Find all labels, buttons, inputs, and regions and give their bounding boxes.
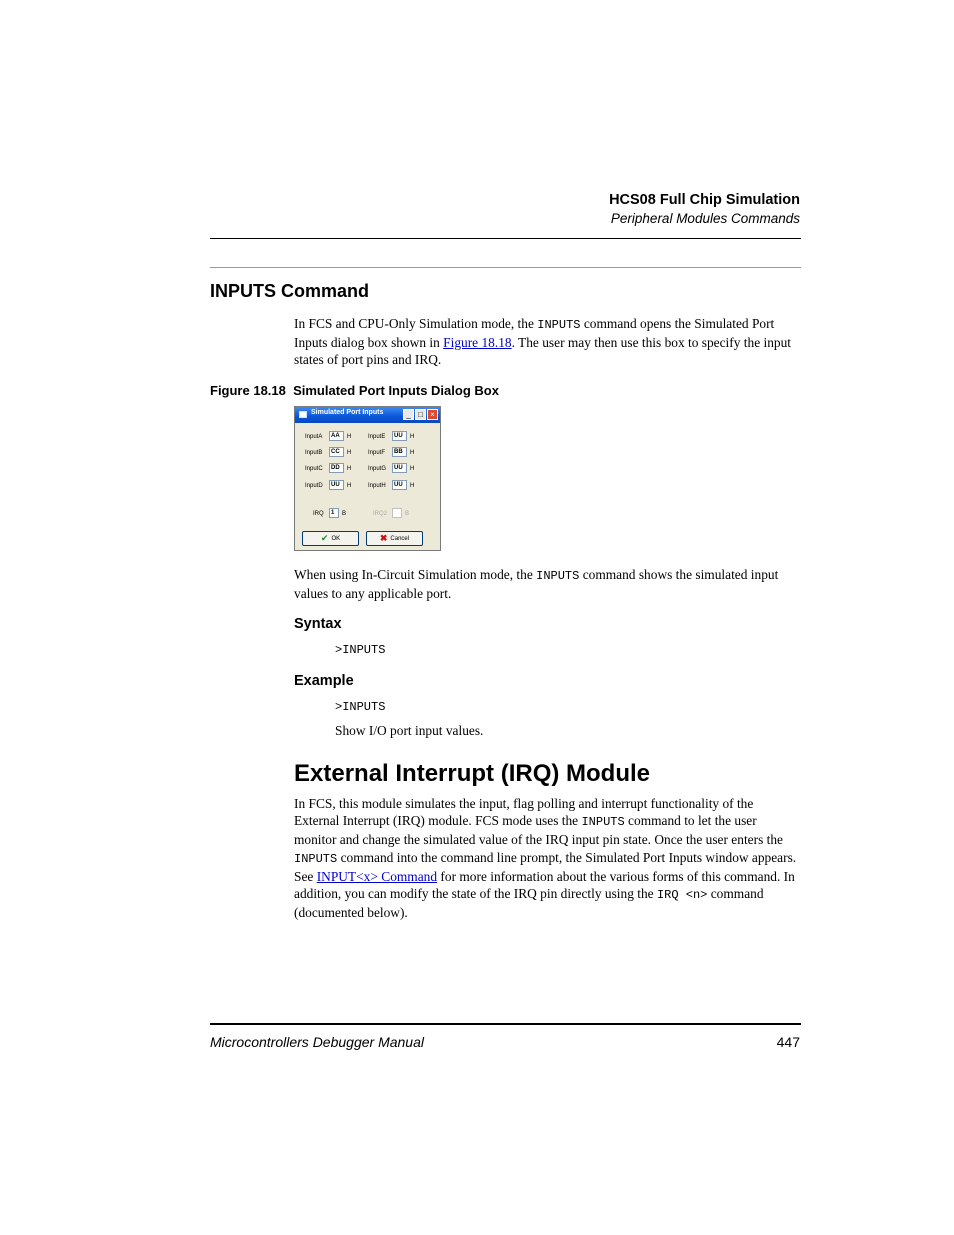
input-field[interactable]: DD	[329, 463, 344, 473]
figure-caption: Figure 18.18 Simulated Port Inputs Dialog Box	[210, 383, 499, 398]
running-header-subtitle: Peripheral Modules Commands	[610, 211, 800, 226]
example-code: >INPUTS	[335, 700, 386, 714]
text: command (documented below).	[294, 886, 764, 921]
input-field[interactable]: UU	[329, 480, 344, 490]
ok-button[interactable]	[302, 531, 359, 546]
irq-label: IRQ	[313, 511, 324, 517]
input-field[interactable]: UU	[392, 431, 407, 441]
cancel-label: Cancel	[390, 536, 410, 543]
text: command opens the Simulated Port Inputs dialog box shown in	[294, 316, 775, 351]
hex-suffix: H	[347, 466, 352, 472]
syntax-code: >INPUTS	[335, 643, 386, 657]
text: . The user may then use this box to specify the input states of port pins and IRQ.	[294, 335, 792, 368]
section-heading-irq: External Interrupt (IRQ) Module	[294, 760, 651, 787]
input-label: InputA	[305, 434, 323, 440]
hex-suffix: H	[410, 483, 415, 489]
ics-paragraph	[294, 566, 794, 602]
text: command shows the simulated input values to any applicable port.	[294, 567, 779, 602]
check-icon: ✔	[320, 533, 329, 543]
text: command into the command line prompt, the Simulated Port Inputs window appears. See	[294, 849, 797, 884]
footer-manual-title: Microcontrollers Debugger Manual	[210, 1034, 424, 1050]
input-field[interactable]: UU	[392, 480, 407, 490]
example-description: Show I/O port input values.	[335, 723, 484, 738]
ok-label: OK	[331, 536, 341, 543]
text: In FCS, this module simulates the input, flag polling and interrupt functionality of the External Interrupt (IRQ) module. FCS mode uses the	[294, 796, 754, 829]
text: In FCS and CPU-Only Simulation mode, the	[294, 316, 538, 331]
figure-link[interactable]: Figure 18.18	[443, 335, 512, 351]
input-field[interactable]: BB	[392, 447, 407, 457]
bin-suffix: B	[342, 511, 347, 517]
hex-suffix: H	[410, 434, 415, 440]
hex-suffix: H	[347, 483, 352, 489]
inline-code: IRQ <n>	[656, 888, 708, 903]
irq-module-paragraph	[294, 795, 802, 921]
footer-page-number: 447	[776, 1034, 800, 1050]
running-header-title: HCS08 Full Chip Simulation	[609, 192, 800, 208]
inline-code: INPUTS	[536, 569, 580, 583]
close-icon[interactable]: ×	[427, 409, 438, 420]
input-label: InputD	[305, 483, 323, 489]
input-label: InputF	[368, 450, 386, 456]
red-x-icon: ✖	[379, 533, 388, 543]
section-rule	[210, 267, 801, 268]
maximize-icon[interactable]: □	[415, 409, 426, 420]
dialog-titlebar[interactable]	[295, 407, 440, 423]
input-field[interactable]: AA	[329, 431, 344, 441]
minimize-icon[interactable]: _	[403, 409, 414, 420]
footer-rule	[210, 1023, 801, 1025]
header-rule	[210, 238, 801, 239]
cancel-button[interactable]	[366, 531, 423, 546]
inline-code: INPUTS	[537, 318, 581, 332]
irq-field[interactable]: 1	[329, 508, 339, 518]
input-command-link[interactable]: INPUT<x> Command	[316, 868, 438, 884]
text: command to let the user monitor and change the simulated value of the IRQ input pin state. Once the user enters the	[294, 813, 783, 848]
hex-suffix: H	[410, 466, 415, 472]
dialog-title: Simulated Port Inputs	[311, 409, 384, 416]
input-label: InputC	[305, 466, 323, 472]
syntax-heading: Syntax	[294, 616, 342, 632]
inline-code: INPUTS	[294, 851, 338, 866]
input-field[interactable]: CC	[329, 447, 344, 457]
hex-suffix: H	[347, 434, 352, 440]
irq2-label: IRQ2	[373, 511, 388, 517]
example-heading: Example	[294, 673, 354, 689]
window-icon	[299, 411, 307, 418]
input-field[interactable]: UU	[392, 463, 407, 473]
hex-suffix: H	[347, 450, 352, 456]
input-label: InputB	[305, 450, 323, 456]
hex-suffix: H	[410, 450, 415, 456]
input-label: InputE	[368, 434, 386, 440]
inputs-intro-paragraph	[294, 315, 802, 369]
bin-suffix: B	[405, 511, 410, 517]
text: When using In-Circuit Simulation mode, the	[294, 567, 537, 582]
input-label: InputG	[368, 466, 387, 472]
inline-code: INPUTS	[581, 815, 625, 830]
section-heading-inputs: INPUTS Command	[210, 281, 370, 301]
irq2-field	[392, 508, 402, 518]
input-label: InputH	[368, 483, 386, 489]
simulated-port-inputs-dialog	[294, 406, 441, 551]
text: for more information about the various forms of this command. In addition, you can modify the state of the IRQ pin directly using the	[294, 868, 795, 902]
